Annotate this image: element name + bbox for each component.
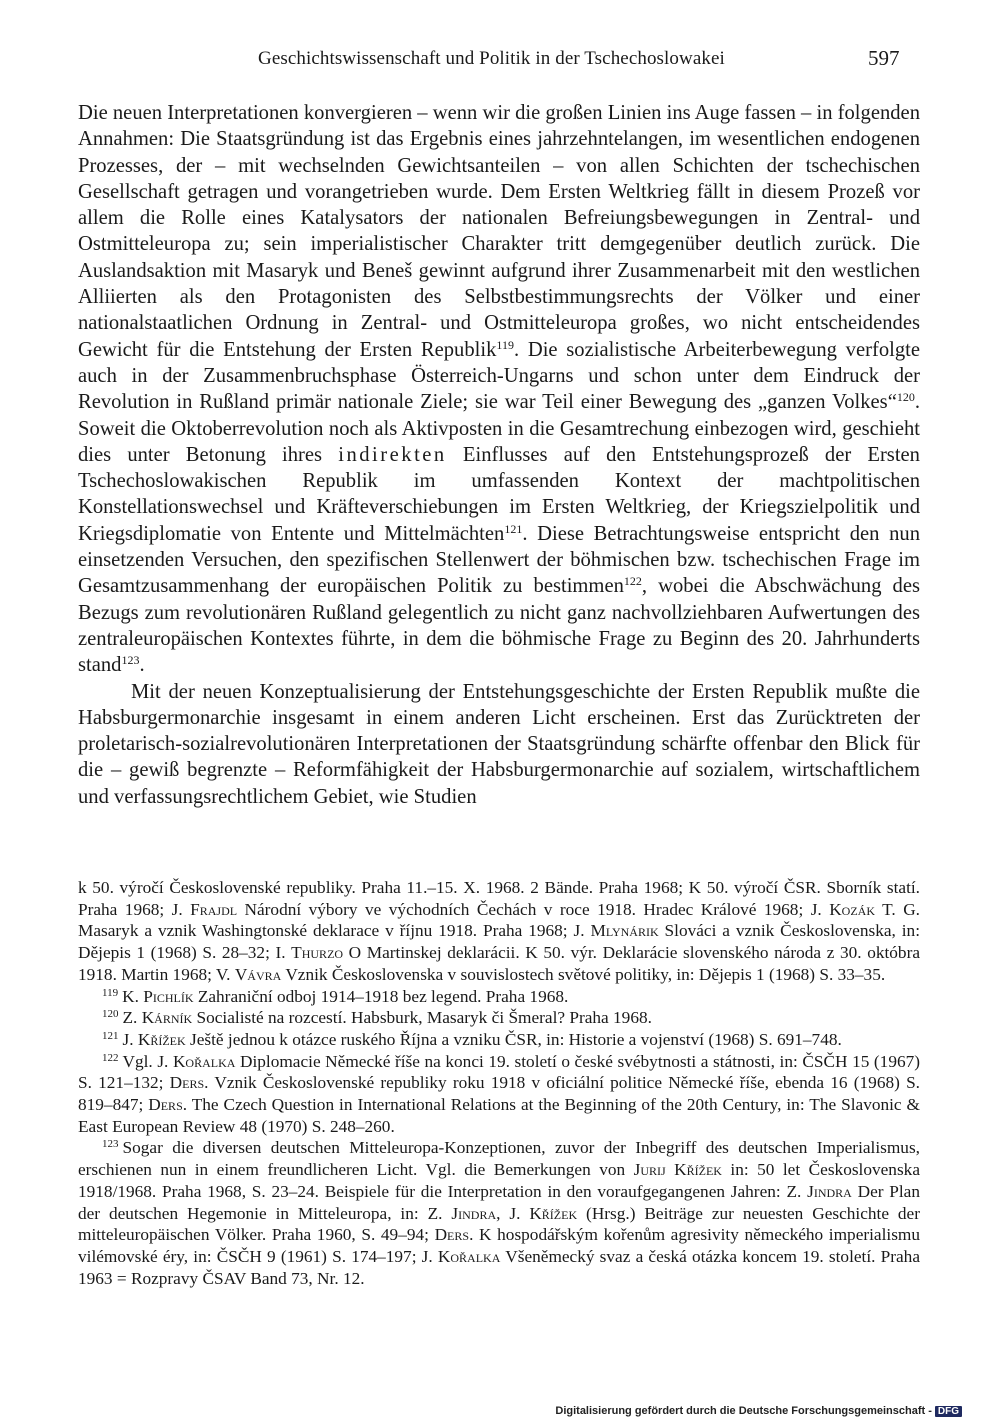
text-run: Všeněmecký svaz a česká otázka koncem 19. století. Praha 1963 = Rozpravy ČSAV Band 73, Nr. 12. bbox=[78, 1246, 920, 1288]
footnote-number: 123 bbox=[102, 1138, 119, 1151]
text-run: J. bbox=[122, 1029, 138, 1049]
text-run: The Czech Question in International Relations at the Beginning of the 20th Century, in: The Slavonic & East European Review 48 (1970) S. 248–260. bbox=[78, 1095, 920, 1136]
text-run: K hospodářským kořenům agresivity německého imperialismu vilémovské éry, in: ČSČH 9 (1961) S. 174–197; J. bbox=[78, 1225, 920, 1266]
text-run: Ještě jednou k otázce ruského Října a vzniku ČSR, in: Historie a vojenství (1968) S. 691–748. bbox=[185, 1029, 842, 1049]
text-run: in: 50 let Československa 1918/1968. Praha 1968, S. 23–24. Beispiele für die Interpretation in den voraufgegangenen Jahren: Z. bbox=[78, 1160, 920, 1201]
author-name: Ders. bbox=[148, 1095, 188, 1115]
author-name: Jindra bbox=[807, 1181, 852, 1201]
text-run: Diplomacie Německé říše na konci 19. století o české svébytnosti a státnosti, in: ČSČH 15 (1967) S. 121–132; bbox=[78, 1051, 920, 1093]
footnote-number: 119 bbox=[102, 986, 119, 999]
text-run: Sogar die diversen deutschen Mitteleuropa-Konzeptionen, zuvor der Inbegriff des deutschen Imperialismus, erschienen nun in einem freundlicheren Licht. Vgl. die Bemerkungen von bbox=[78, 1138, 920, 1180]
dfg-logo: DFG bbox=[935, 1406, 962, 1417]
author-name: Kárník bbox=[141, 1008, 193, 1028]
footnote-number: 120 bbox=[102, 1008, 119, 1021]
author-name: Jurij Křížek bbox=[633, 1160, 722, 1180]
text-run: Die neuen Interpretationen konvergieren – wenn wir die großen Linien ins Auge fassen – in folgenden Annahmen: Die Staatsgründung ist das Ergebnis eines jahrzehntelangen, im wesentlichen endogenen Prozesses, der – mit wechselnden Gewichtsanteilen – von allen Schichten der tschechischen Gesellschaft getragen und vorangetrieben wurde. Dem Ersten Weltkrieg fällt in diesem Prozeß vor allem die Rolle eines Katalysators der nationalen Befreiungsbewegungen in Zentral- und Ostmitteleuropa zu; sein imperialistischer Charakter tritt demgegenüber deutlich zurück. Die Auslandsaktion mit Masaryk und Beneš gewinnt aufgrund ihrer Zusammenarbeit mit den westlichen Alliierten als den Protagonisten des Selbstbestimmungsrechts der Völker und einer nationalstaatlichen Ordnung in Zentral- und Ostmitteleuropa großes, wo nicht entscheidendes Gewicht für die Entstehung der Ersten Republik bbox=[78, 102, 920, 361]
text-run: T. G. Masaryk a vznik Washingtonské deklarace v říjnu 1918. Praha 1968; J. bbox=[78, 899, 921, 941]
page-number: 597 bbox=[868, 46, 900, 70]
paragraph-2: Mit der neuen Konzeptualisierung der Entstehungsgeschichte der Ersten Republik mußte die Habsburgermonarchie insgesamt in einem anderen Licht erscheinen. Erst das Zurücktreten der proletarisch-sozialrevolutionären Interpretationen der Staatsgründung schärfte offenbar den Blick für die – gewiß begrenzte – Reformfähigkeit der Habsburgermonarchie auf sozialem, wirtschaftlichem und verfassungsrechtlichem Gebiet, wie Studien bbox=[78, 680, 920, 808]
text-run: Národní výbory ve východních Čechách v roce 1918. Hradec Králové 1968; J. bbox=[237, 899, 830, 919]
text-run: Vgl. J. bbox=[122, 1051, 173, 1071]
footnote-number: 122 bbox=[102, 1051, 119, 1064]
paragraph-1 bbox=[78, 100, 920, 679]
footnote-122 bbox=[78, 1051, 920, 1138]
running-title: Geschichtswissenschaft und Politik in der Tschechoslowakei bbox=[258, 48, 725, 69]
text-run: Socialisté na rozcestí. Habsburk, Masaryk či Šmeral? Praha 1968. bbox=[192, 1008, 652, 1028]
text-run: K. bbox=[122, 986, 144, 1006]
text-run: Z. bbox=[122, 1008, 142, 1028]
footnote-ref-121: 121 bbox=[504, 521, 523, 536]
text-run: Vznik Československa v souvislostech světové politiky, in: Dějepis 1 (1968) S. 33–35. bbox=[281, 964, 886, 984]
footnote-ref-119: 119 bbox=[496, 337, 514, 352]
text-run: . Diese Betrachtungsweise entspricht den nun einsetzenden Versuchen, den spezifischen Stellenwert der böhmischen bzw. tschechischen Frage im Gesamtzusammenhang der europäischen Politik zu bestimmen bbox=[78, 522, 920, 598]
author-name: Kořalka bbox=[172, 1051, 236, 1071]
author-name: Mlynárik bbox=[590, 921, 659, 941]
text-run: . Die sozialistische Arbeiterbewegung verfolgte auch in der Zusammenbruchsphase Österreich-Ungarns und schon unter dem Eindruck der Revolution in Rußland primär nationale Ziele; sie war Teil einer Bewegung des „ganzen Volkes“ bbox=[78, 338, 920, 414]
footnote-121 bbox=[78, 1029, 920, 1051]
digitization-credit-text: Digitalisierung gefördert durch die Deutsche Forschungsgemeinschaft - bbox=[555, 1405, 932, 1417]
author-name: Křížek bbox=[137, 1029, 186, 1049]
footnote-119 bbox=[78, 986, 920, 1008]
author-name: Vávra bbox=[234, 964, 282, 984]
text-run: Slováci a vznik Československa, in: Dějepis 1 (1968) S. 28–32; I. bbox=[78, 921, 920, 963]
digitization-credit bbox=[555, 1405, 962, 1417]
author-name: Ders. bbox=[169, 1073, 209, 1093]
footnote-number: 121 bbox=[102, 1029, 119, 1042]
text-run: Vznik Československé republiky roku 1918 v oficiální politice Německé říše, ebenda 16 (1968) S. 819–847; bbox=[78, 1073, 921, 1115]
author-name: Kořalka bbox=[437, 1246, 501, 1266]
footnote-ref-122: 122 bbox=[623, 574, 642, 589]
text-run: k 50. výročí Československé republiky. Praha 11.–15. X. 1968. 2 Bände. Praha 1968; K 50. výročí ČSR. Sborník statí. Praha 1968; J. bbox=[78, 878, 920, 919]
author-name: Pichlík bbox=[143, 986, 194, 1006]
text-run: Zahraniční odboj 1914–1918 bez legend. Praha 1968. bbox=[193, 986, 569, 1006]
main-text bbox=[78, 100, 920, 810]
text-run: , wobei die Abschwächung des Bezugs zum revolutionären Rußland gelegentlich zu nicht ganz nachvollziehbaren Aufwertungen des zentraleuropäischen Kontextes führte, in dem die böhmische Frage zu Beginn des 20. Jahrhunderts stand bbox=[78, 575, 920, 677]
text-run: . Soweit die Oktoberrevolution noch als Aktivposten in die Gesamtrechung einbezogen wird, geschieht dies unter Betonung ihres bbox=[78, 391, 920, 466]
text-run: Einflusses auf den Entstehungsprozeß der Ersten Tschechoslowakischen Republik im umfassenden Kontext der machtpolitischen Konstellationswechsel und Kräfteverschiebungen im Ersten Weltkrieg, der Kriegszielpolitik und Kriegsdiplomatie von Entente und Mittelmächten bbox=[78, 443, 920, 545]
author-name: Ders. bbox=[434, 1225, 474, 1245]
running-header bbox=[0, 40, 1000, 80]
footnote-ref-120: 120 bbox=[896, 390, 915, 405]
author-name: Thurzo bbox=[291, 943, 344, 963]
footnote-123 bbox=[78, 1137, 920, 1289]
author-name: Frajdl bbox=[190, 899, 238, 919]
text-run: (Hrsg.) Beiträge zur neuesten Geschichte der mitteleuropäischen Völker. Praha 1960, S. 49–94; bbox=[78, 1203, 920, 1245]
text-run: . bbox=[139, 654, 145, 677]
footnote-120 bbox=[78, 1007, 920, 1029]
emphasis-text: indirekten bbox=[338, 443, 447, 466]
author-name: Křížek bbox=[529, 1203, 578, 1223]
text-run: O Martinskej deklarácii. K 50. výr. Deklarácie slovenského národa z 30. októbra 1918. Martin 1968; V. bbox=[78, 943, 920, 984]
text-run: , J. bbox=[496, 1203, 530, 1223]
text-run: Der Plan der deutschen Hegemonie in Mitteleuropa, in: Z. bbox=[78, 1181, 920, 1223]
footnote-ref-123: 123 bbox=[121, 653, 140, 668]
author-name: Jindra bbox=[451, 1203, 497, 1223]
footnotes bbox=[78, 877, 920, 1289]
footnote-continuation bbox=[78, 877, 920, 986]
author-name: Kozák bbox=[829, 899, 876, 919]
